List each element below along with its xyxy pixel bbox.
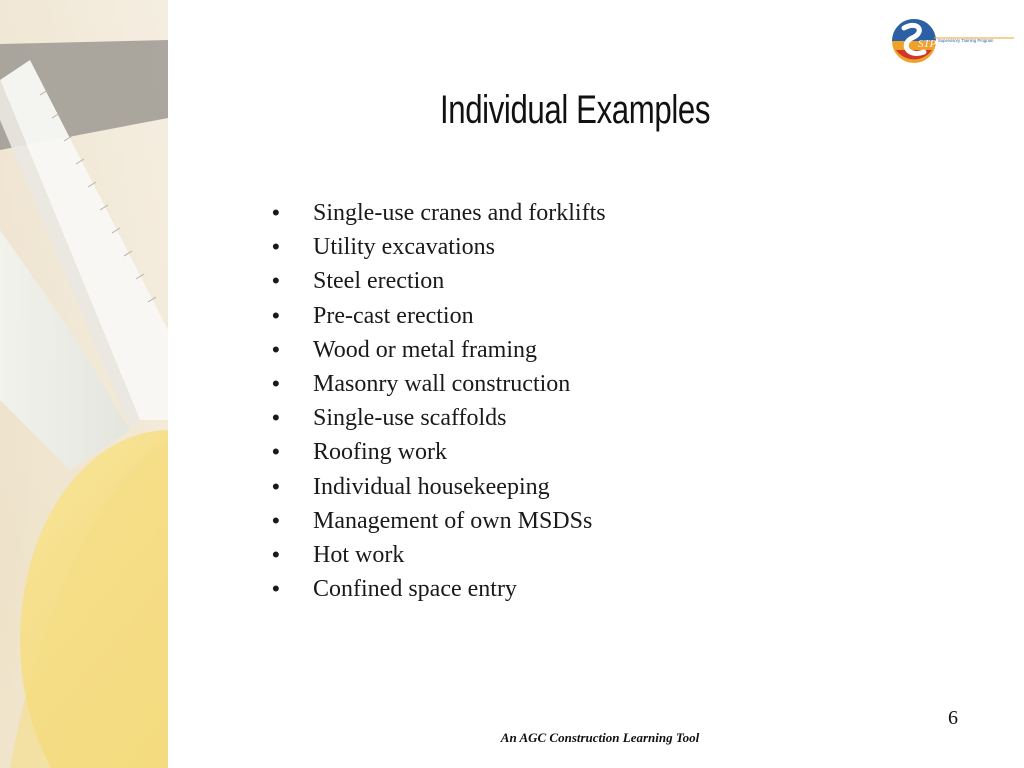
page-number: 6 — [948, 707, 958, 729]
bullet-icon: • — [272, 473, 280, 499]
bullet-icon: • — [272, 336, 280, 362]
list-item — [272, 435, 606, 469]
list-item-text: Roofing work — [313, 439, 447, 466]
list-item-text: Single-use cranes and forklifts — [313, 200, 606, 226]
bullet-icon: • — [272, 268, 280, 294]
bullet-icon: • — [272, 439, 280, 465]
list-item-text: Confined space entry — [313, 576, 517, 603]
list-item — [272, 367, 606, 401]
list-item — [272, 470, 606, 504]
logo-monogram: STP — [918, 38, 937, 50]
list-item-text: Management of own MSDSs — [313, 507, 593, 534]
carpenter-square-ruler-icon — [0, 0, 168, 768]
bullet-icon: • — [272, 200, 280, 225]
bullet-icon: • — [272, 302, 280, 328]
list-item — [272, 299, 606, 333]
list-item-text: Pre-cast erection — [313, 302, 474, 329]
bullet-icon: • — [272, 405, 280, 431]
list-item — [272, 538, 606, 572]
stp-logo — [888, 14, 1018, 68]
list-item-text: Steel erection — [313, 268, 445, 295]
bullet-icon: • — [272, 507, 280, 533]
logo-tagline: Supervisory Training Program — [938, 38, 994, 43]
slide-title: Individual Examples — [439, 88, 711, 132]
bullet-list — [272, 196, 606, 606]
bullet-icon: • — [272, 541, 280, 567]
list-item — [272, 401, 606, 435]
list-item-text: Hot work — [313, 541, 405, 568]
construction-photo-strip — [0, 0, 168, 768]
bullet-icon: • — [272, 234, 280, 260]
list-item-text: Masonry wall construction — [313, 370, 571, 397]
list-item — [272, 504, 606, 538]
list-item — [272, 264, 606, 298]
list-item-text: Wood or metal framing — [313, 336, 538, 363]
list-item — [272, 572, 606, 606]
list-item-text: Single-use scaffolds — [313, 405, 507, 432]
list-item — [272, 333, 606, 367]
bullet-icon: • — [272, 576, 280, 602]
footer-text: An AGC Construction Learning Tool — [500, 730, 700, 745]
list-item-text: Utility excavations — [313, 234, 495, 261]
list-item — [272, 196, 606, 230]
list-item-text: Individual housekeeping — [313, 473, 550, 500]
list-item — [272, 230, 606, 264]
bullet-icon: • — [272, 370, 280, 396]
